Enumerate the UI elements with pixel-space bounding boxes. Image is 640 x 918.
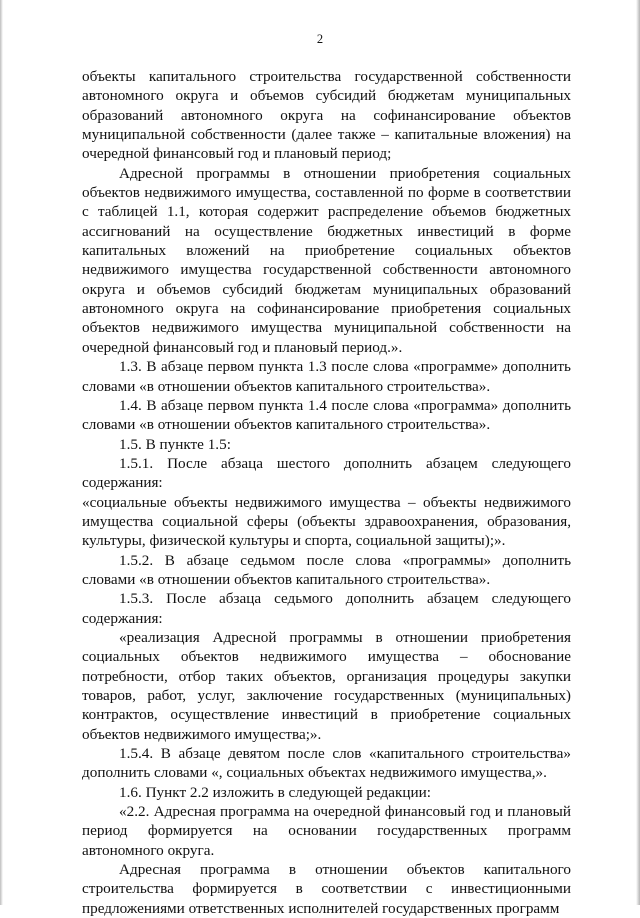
paragraph-6: 1.5.1. После абзаца шестого дополнить абзацем следующего содержания: — [82, 454, 571, 492]
paragraph-14: Адресная программа в отношении объектов капитального строительства формируется в соответствии с инвестиционными предложениями ответственных исполнителей государственных программ — [82, 861, 571, 917]
scan-edge-left — [0, 0, 3, 905]
paragraph-7: «социальные объекты недвижимого имущества – объекты недвижимого имущества социальной сферы (объекты здравоохранения, образования, культуры, физической культуры и спорта, социальной защиты);». — [82, 493, 571, 550]
scan-edge-right — [636, 0, 640, 905]
paragraph-9: 1.5.3. После абзаца седьмого дополнить абзацем следующего содержания: — [82, 590, 571, 627]
paragraph-2: Адресной программы в отношении приобретения социальных объектов недвижимого имущества, составленной по форме в соответствии с таблицей 1.1, которая содержит распределение объемов бюджетных ассигнований на осуществление бюджетных инвестиций в форме капитальных вложений на приобретение социальных объектов недвижимого имущества государственной собственности автономного округа и объемов субсидий бюджетам муниципальных образований автономного округа на софинансирование приобретения социальных объектов недвижимого имущества муниципальной собственности на очередной финансовый год и плановый период.». — [82, 164, 571, 356]
paragraph-5: 1.5. В пункте 1.5: — [119, 435, 231, 453]
paragraph-13: «2.2. Адресная программа на очередной финансовый год и плановый период формируется на основании государственных программ автономного округа. — [82, 803, 571, 859]
document-body — [82, 67, 571, 918]
page-number: 2 — [316, 32, 324, 46]
paragraph-3: 1.3. В абзаце первом пункта 1.3 после слова «программе» дополнить словами «в отношении объектов капитального строительства». — [82, 358, 571, 395]
paragraph-8: 1.5.2. В абзаце седьмом после слова «программы» дополнить словами «в отношении объектов капитального строительства». — [82, 551, 571, 588]
paragraph-10: «реализация Адресной программы в отношении приобретения социальных объектов недвижимого имущества – обоснование потребности, отбор таких объектов, организация процедуры закупки товаров, работ, услуг, заключение государственных (муниципальных) контрактов, осуществление инвестиций в приобретение социальных объектов недвижимого имущества;». — [82, 628, 571, 743]
paragraph-1: объекты капитального строительства государственной собственности автономного округа и объемов субсидий бюджетам муниципальных образований автономного округа на софинансирование объектов муниципальной собственности (далее также – капитальные вложения) на очередной финансовый год и плановый период; — [82, 68, 571, 163]
paragraph-11: 1.5.4. В абзаце девятом после слов «капитального строительства» дополнить словами «, социальных объектах недвижимого имущества,». — [82, 745, 571, 782]
paragraph-12: 1.6. Пункт 2.2 изложить в следующей редакции: — [119, 783, 432, 801]
paragraph-4: 1.4. В абзаце первом пункта 1.4 после слова «программа» дополнить словами «в отношении объектов капитального строительства». — [82, 396, 571, 434]
